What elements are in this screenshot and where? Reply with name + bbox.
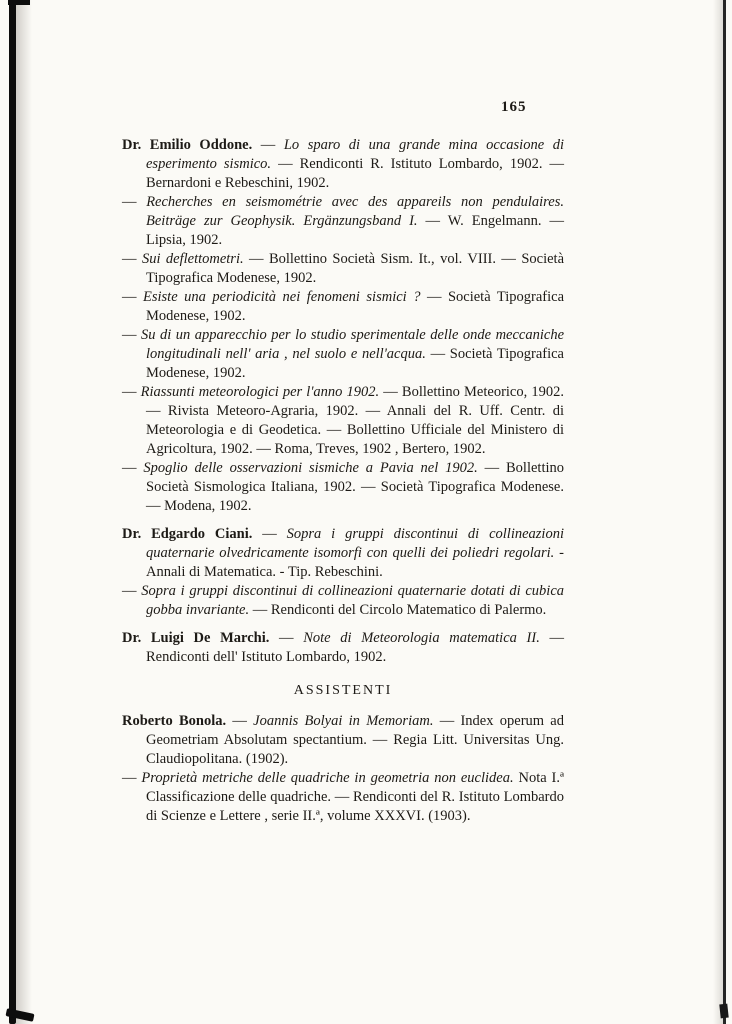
entry-dash: —: [122, 460, 144, 476]
section-heading: ASSISTENTI: [293, 683, 393, 698]
entry-text: — Bollettino Meteorico, 1902. — Rivista Meteoro-Agraria, 1902. — Annali del R. Uff. Centr. di Meteorologia e di Geodetica. — Bollettino Ufficiale del Ministero di Agricoltura, 1902. — Roma, Treves, 1902 , Bertero, 1902.: [146, 384, 564, 457]
bibliography-entry: [122, 712, 564, 769]
bibliography-entry: [122, 326, 564, 383]
bibliography-entry: [122, 525, 564, 582]
bibliography-entry: [122, 288, 564, 326]
entry-dash: —: [122, 770, 142, 786]
entry-separator: —: [226, 713, 254, 729]
bibliography-entry: [122, 582, 564, 620]
scan-mark-top-left: [8, 0, 30, 5]
entry-separator: —: [252, 526, 287, 542]
entry-text: Nota I.ª Classificazione delle quadriche. — Rendiconti del R. Istituto Lombardo di Scienze e Lettere , serie II.ª, volume XXXVI. (1903).: [146, 770, 564, 824]
bibliography-entry: [122, 769, 564, 826]
work-title: Lo sparo di una grande mina occasione di esperimento sismico.: [146, 137, 564, 172]
binding-shadow-left: [16, 0, 32, 1024]
entry-text: — Società Tipografica Modenese, 1902.: [146, 346, 564, 381]
entry-dash: —: [122, 583, 142, 599]
work-title: Esiste una periodicità nei fenomeni sismici ?: [143, 289, 421, 305]
entry-text: — Bollettino Società Sism. It., vol. VIII. — Società Tipografica Modenese, 1902.: [146, 251, 565, 286]
entry-dash: —: [122, 251, 142, 267]
work-title: Recherches en seismométrie avec des appareils non pendulaires. Beiträge zur Geophysik. Ergänzungsband I.: [146, 194, 564, 229]
bibliography-entry: [122, 136, 564, 193]
entry-text: — W. Engelmann. — Lipsia, 1902.: [146, 213, 564, 248]
work-title: Spoglio delle osservazioni sismiche a Pavia nel 1902.: [143, 460, 478, 476]
entry-text: — Rendiconti dell' Istituto Lombardo, 1902.: [146, 630, 565, 665]
work-title: Joannis Bolyai in Memoriam.: [253, 713, 434, 729]
work-title: Sopra i gruppi discontinui di collineazioni quaternarie dotati di cubica gobba invariante.: [141, 583, 565, 618]
bibliography-entry: [122, 193, 564, 250]
page-edge-shadow-right: [713, 0, 723, 1024]
entry-text: - Annali di Matematica. - Tip. Rebeschini.: [146, 545, 564, 580]
entry-text: — Index operum ad Geometriam Absolutam spectantium. — Regia Litt. Universitas Ung. Claudiopolitana. (1902).: [146, 713, 564, 767]
entry-dash: —: [122, 327, 142, 343]
work-title: Sui deflettometri.: [141, 251, 244, 267]
entry-text: — Società Tipografica Modenese, 1902.: [146, 289, 564, 324]
author-name: Roberto Bonola.: [122, 713, 227, 729]
bibliography-entry: [122, 459, 564, 516]
author-name: Dr. Edgardo Ciani.: [122, 526, 253, 542]
scan-mark-bottom-right: [719, 1004, 728, 1019]
work-title: Su di un apparecchio per lo studio sperimentale delle onde meccaniche longitudinali nell' aria , nel suolo e nell'acqua.: [141, 327, 564, 362]
work-title: Note di Meteorologia matematica II.: [303, 630, 540, 646]
entry-dash: —: [122, 384, 141, 400]
binding-edge-left: [9, 0, 16, 1024]
entry-dash: —: [122, 289, 144, 305]
page-edge-right: [723, 0, 726, 1024]
bibliography-entry: [122, 383, 564, 459]
entry-text: — Bollettino Società Sismologica Italiana, 1902. — Società Tipografica Modenese. — Modena, 1902.: [146, 460, 565, 514]
bibliography: [122, 136, 564, 826]
entry-text: — Rendiconti del Circolo Matematico di Palermo.: [249, 602, 547, 618]
work-title: Riassunti meteorologici per l'anno 1902.: [140, 384, 380, 400]
bibliography-entry: [122, 629, 564, 667]
author-name: Dr. Luigi De Marchi.: [122, 630, 270, 646]
entry-dash: —: [122, 194, 147, 210]
entry-text: — Rendiconti R. Istituto Lombardo, 1902. — Bernardoni e Rebeschini, 1902.: [146, 156, 564, 191]
entry-separator: —: [269, 630, 304, 646]
work-title: Proprietà metriche delle quadriche in geometria non euclidea.: [141, 770, 514, 786]
work-title: Sopra i gruppi discontinui di collineazioni quaternarie olvedricamente isomorfi con quelli dei poliedri regolari.: [146, 526, 564, 561]
author-name: Dr. Emilio Oddone.: [122, 137, 253, 153]
entry-separator: —: [252, 137, 284, 153]
bibliography-entry: [122, 250, 564, 288]
page-number: 165: [501, 99, 527, 115]
